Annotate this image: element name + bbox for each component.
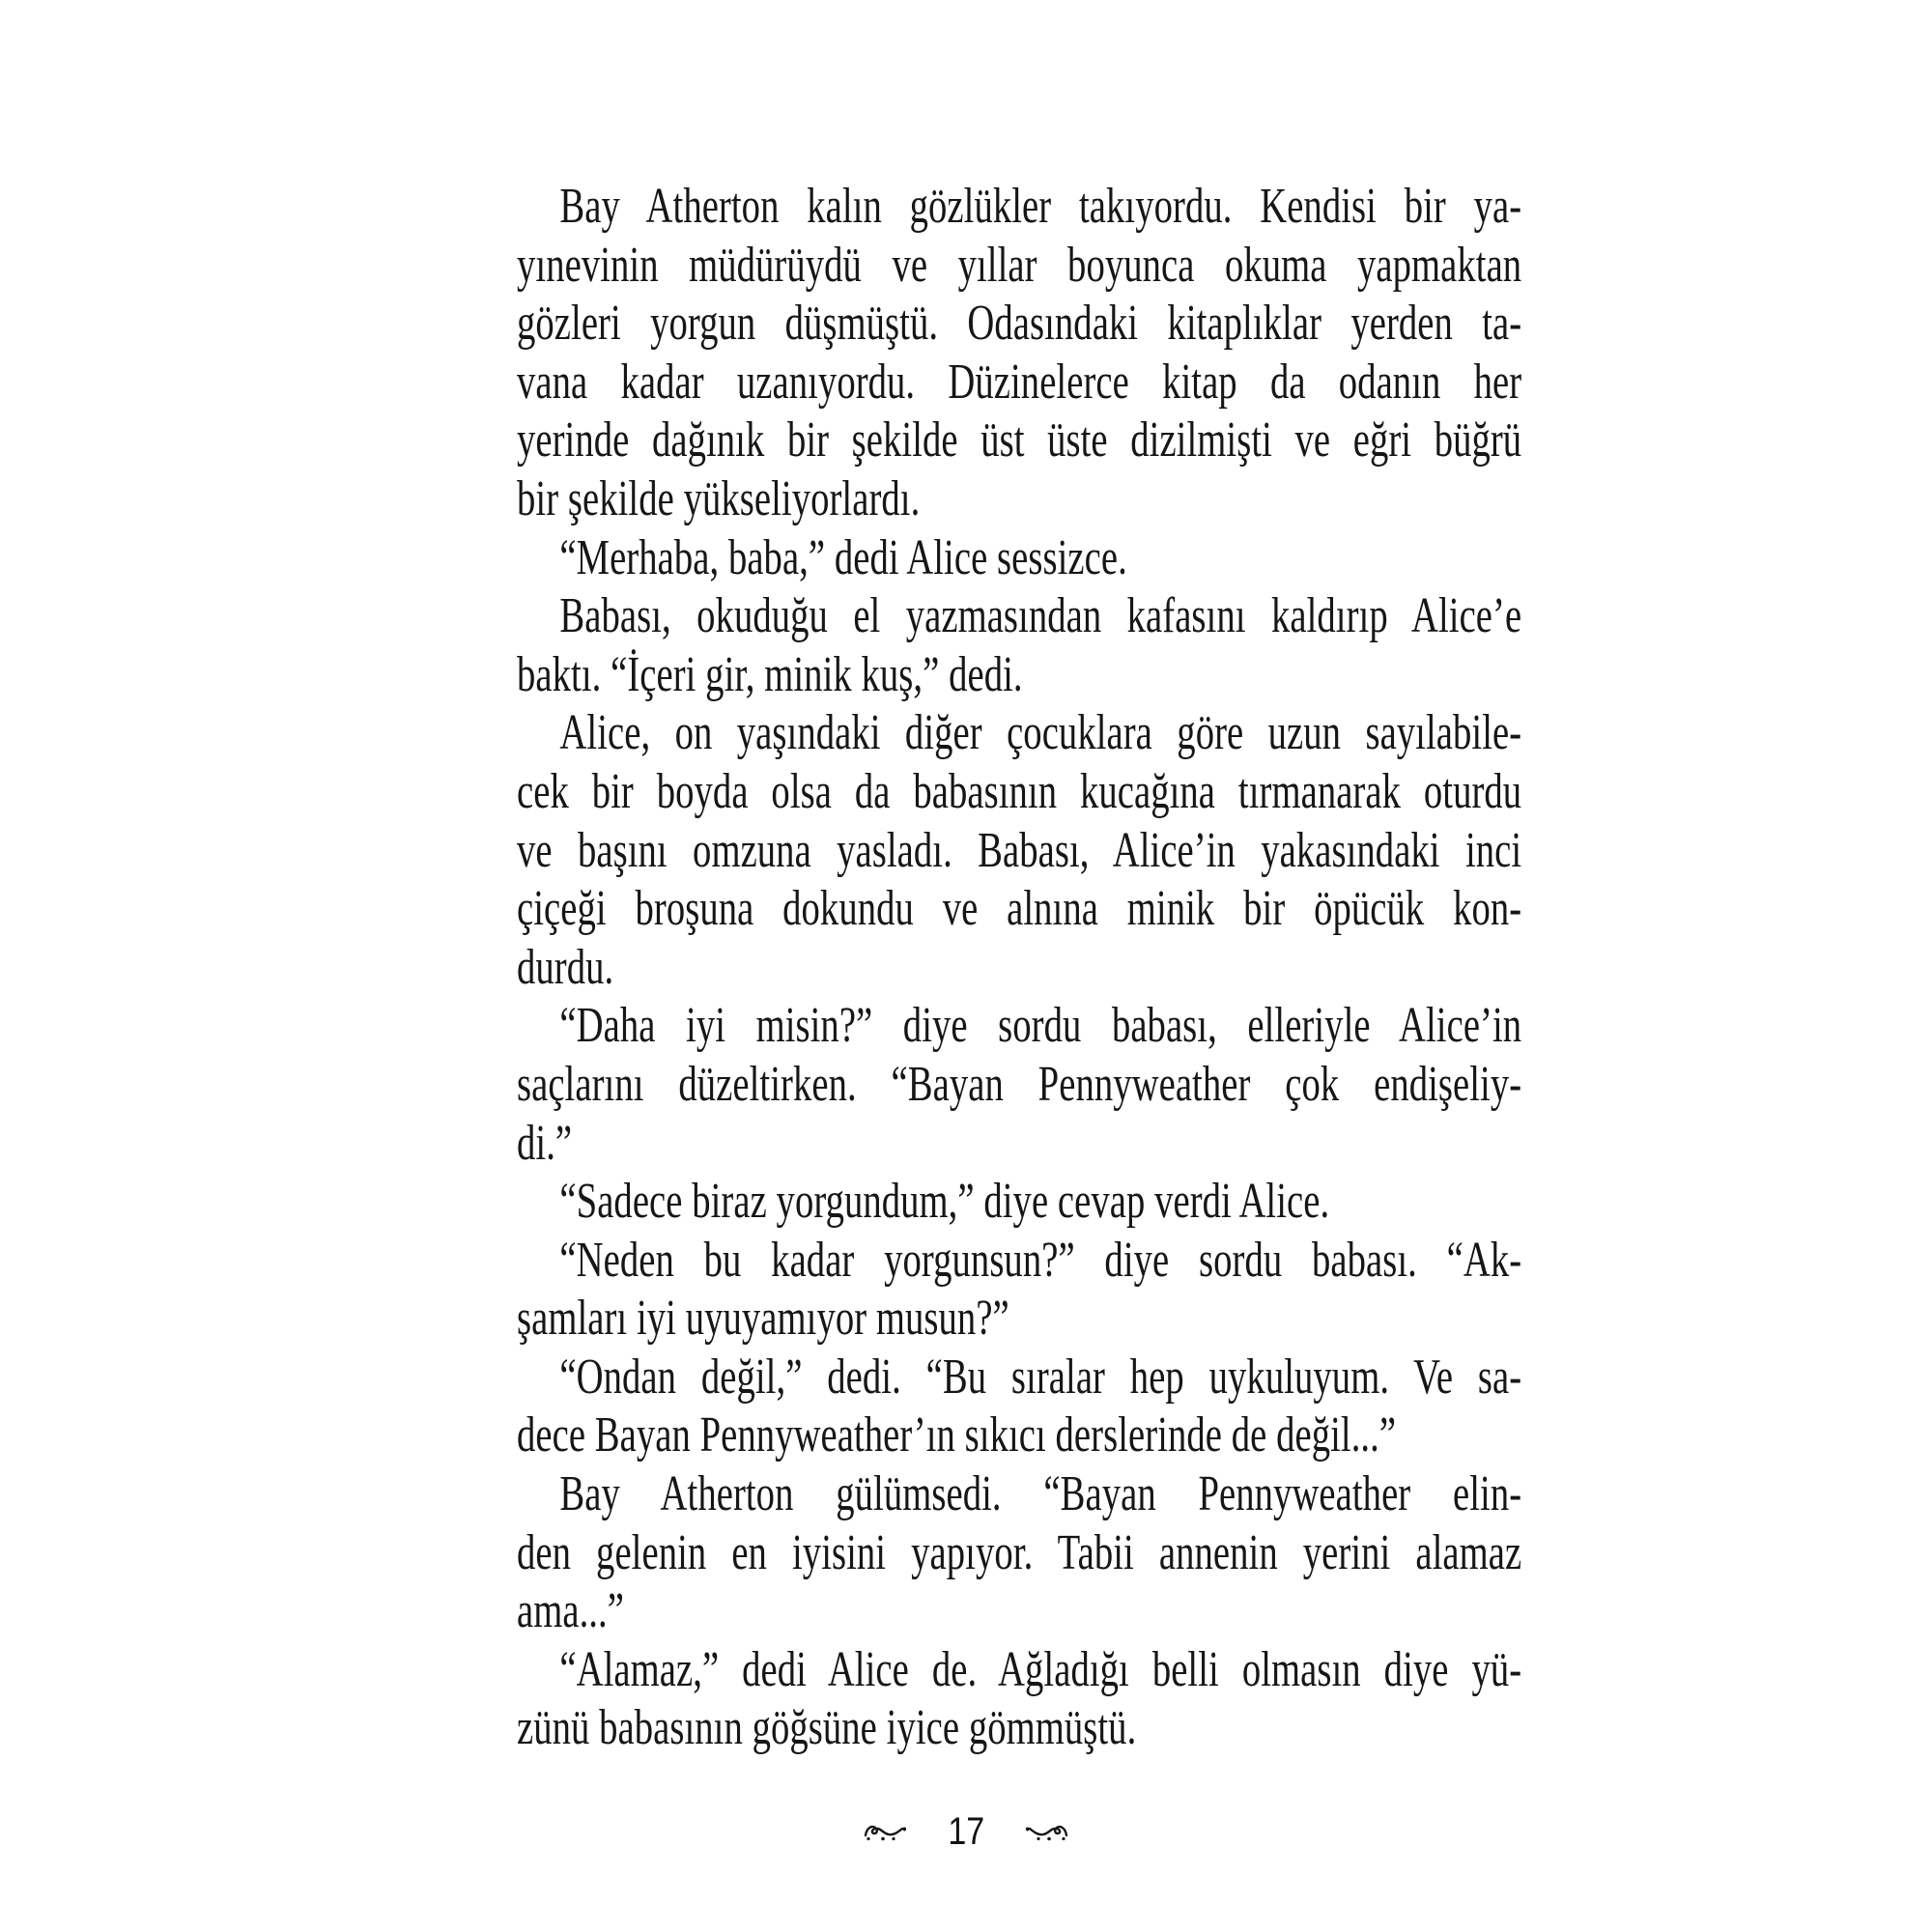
text-line: yınevinin müdürüydü ve yıllar boyunca okuma yapmaktan bbox=[517, 237, 1522, 293]
paragraph bbox=[517, 1349, 1521, 1465]
text-line: ama...” bbox=[517, 1583, 624, 1639]
text-line: durdu. bbox=[517, 939, 614, 995]
text-line: Babası, okuduğu el yazmasından kafasını kaldırıp Alice’e bbox=[559, 588, 1522, 644]
paragraph bbox=[517, 1232, 1521, 1349]
text-line: Alice, on yaşındaki diğer çocuklara göre uzun sayılabile- bbox=[559, 705, 1522, 761]
text-line: “Sadece biraz yorgundum,” diye cevap verdi Alice. bbox=[559, 1174, 1330, 1230]
text-line: zünü babasının göğsüne iyice gömmüştü. bbox=[517, 1700, 1137, 1756]
paragraph bbox=[517, 1465, 1521, 1641]
floral-flourish-left-icon bbox=[864, 1821, 908, 1842]
text-line: yerinde dağınık bir şekilde üst üste dizilmişti ve eğri büğrü bbox=[517, 412, 1522, 469]
page-text bbox=[517, 178, 1521, 1758]
floral-flourish-right-icon bbox=[1024, 1821, 1068, 1842]
paragraph bbox=[517, 1641, 1521, 1758]
text-line: çiçeği broşuna dokundu ve alnına minik bir öpücük kon- bbox=[517, 881, 1522, 937]
text-line: ve başını omzuna yasladı. Babası, Alice’in yakasındaki inci bbox=[517, 822, 1522, 878]
text-line: bir şekilde yükseliyorlardı. bbox=[517, 470, 921, 526]
text-line: şamları iyi uyuyamıyor musun?” bbox=[517, 1291, 1009, 1347]
text-line: “Neden bu kadar yorgunsun?” diye sordu babası. “Ak- bbox=[559, 1232, 1522, 1288]
text-line: “Alamaz,” dedi Alice de. Ağladığı belli olmasın diye yü- bbox=[559, 1641, 1522, 1697]
text-line: “Ondan değil,” dedi. “Bu sıralar hep uykuluyum. Ve sa- bbox=[559, 1349, 1522, 1405]
text-line: Bay Atherton gülümsedi. “Bayan Pennyweather elin- bbox=[559, 1466, 1522, 1522]
paragraph bbox=[517, 178, 1521, 529]
text-line: saçlarını düzeltirken. “Bayan Pennyweather çok endişeliy- bbox=[517, 1056, 1522, 1112]
page-number: 17 bbox=[948, 1810, 984, 1853]
paragraph bbox=[517, 704, 1521, 997]
paragraph bbox=[517, 529, 1521, 588]
text-line: vana kadar uzanıyordu. Düzinelerce kitap da odanın her bbox=[517, 354, 1522, 410]
text-line: cek bir boyda olsa da babasının kucağına tırmanarak oturdu bbox=[517, 763, 1522, 819]
text-line: “Merhaba, baba,” dedi Alice sessizce. bbox=[559, 529, 1127, 585]
text-line: Bay Atherton kalın gözlükler takıyordu. Kendisi bir ya- bbox=[559, 179, 1522, 234]
page-footer bbox=[0, 1808, 1932, 1855]
text-line: gözleri yorgun düşmüştü. Odasındaki kitaplıklar yerden ta- bbox=[517, 296, 1522, 352]
paragraph bbox=[517, 1173, 1521, 1232]
paragraph bbox=[517, 997, 1521, 1173]
text-line: den gelenin en iyisini yapıyor. Tabii annenin yerini alamaz bbox=[517, 1524, 1522, 1580]
text-line: baktı. “İçeri gir, minik kuş,” dedi. bbox=[517, 646, 1023, 702]
text-line: “Daha iyi misin?” diye sordu babası, elleriyle Alice’in bbox=[559, 998, 1522, 1054]
text-line: di.” bbox=[517, 1115, 573, 1171]
paragraph bbox=[517, 587, 1521, 704]
text-line: dece Bayan Pennyweather’ın sıkıcı derslerinde de değil...” bbox=[517, 1407, 1397, 1463]
